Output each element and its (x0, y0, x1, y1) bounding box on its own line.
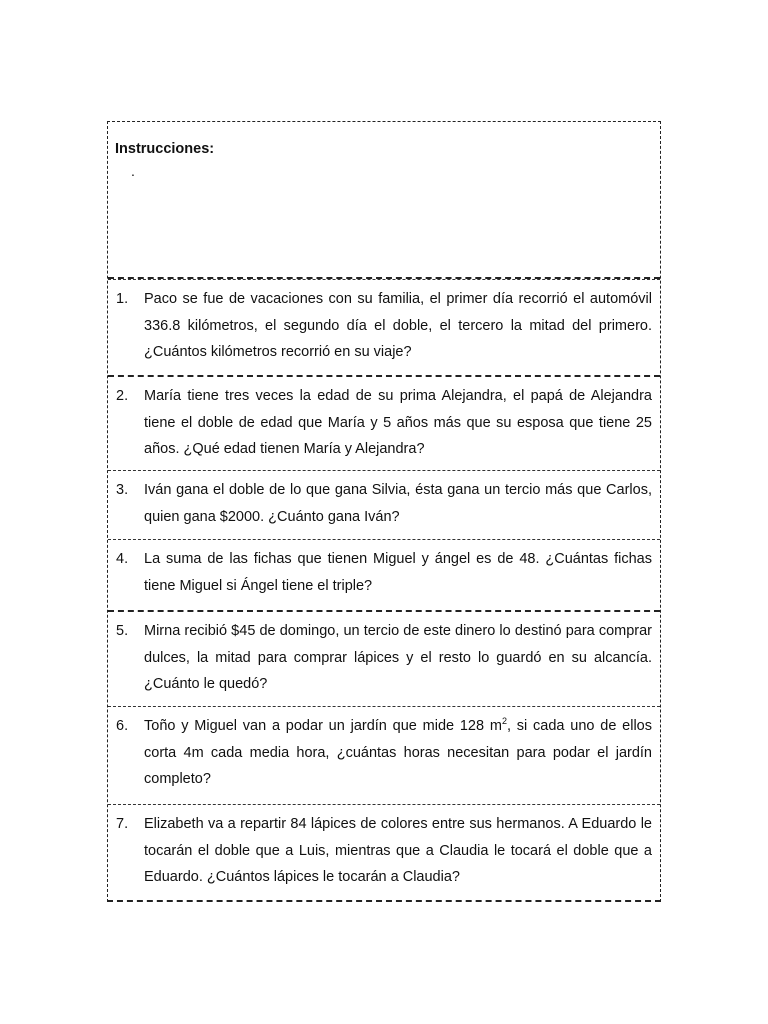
problem-5 (108, 610, 660, 706)
problem-number: 2. (116, 388, 129, 404)
problem-number: 4. (116, 551, 129, 567)
problem-text (138, 713, 652, 793)
problem-3 (108, 470, 660, 539)
problem-number: 6. (116, 718, 129, 734)
problem-4 (108, 539, 660, 610)
problem-text: María tiene tres veces la edad de su prima Alejandra, el papá de Alejandra tiene el doble de edad que María y 5 años más que su esposa que tiene 25 años. ¿Qué edad tienen María y Alejandra? (144, 388, 652, 457)
problem-number: 5. (116, 623, 129, 639)
problem-number: 3. (116, 482, 129, 498)
problem-2 (108, 375, 660, 470)
problem-1 (108, 279, 660, 375)
instructions-box (108, 122, 660, 279)
problem-number: 1. (116, 291, 129, 307)
problem-6 (108, 706, 660, 804)
problem-text-before: Toño y Miguel van a podar un jardín que mide 128 m (144, 718, 502, 734)
problem-text: Paco se fue de vacaciones con su familia, el primer día recorrió el automóvil 336.8 kilómetros, el segundo día el doble, el tercero la mitad del primero. ¿Cuántos kilómetros recorrió en su viaje? (144, 291, 652, 360)
problem-text: Iván gana el doble de lo que gana Silvia, ésta gana un tercio más que Carlos, quien gana $2000. ¿Cuánto gana Iván? (144, 482, 652, 525)
instructions-body: . (131, 163, 135, 179)
problem-text: Elizabeth va a repartir 84 lápices de colores entre sus hermanos. A Eduardo le tocarán el doble que a Luis, mientras que a Claudia le tocará el doble que a Eduardo. ¿Cuántos lápices le tocarán a Claudia? (144, 816, 652, 885)
instructions-title: Instrucciones: (115, 141, 215, 157)
problem-text: La suma de las fichas que tienen Miguel y ángel es de 48. ¿Cuántas fichas tiene Miguel si Ángel tiene el triple? (144, 551, 652, 594)
problem-text: Mirna recibió $45 de domingo, un tercio de este dinero lo destinó para comprar dulces, la mitad para comprar lápices y el resto lo guardó en su alcancía. ¿Cuánto le quedó? (144, 623, 652, 692)
problem-number: 7. (116, 816, 129, 832)
problem-7 (108, 804, 660, 900)
worksheet (107, 121, 661, 902)
problem-text-after: , si cada uno de ellos corta 4m cada media hora, ¿cuántas horas necesitan para podar el jardín completo? (144, 718, 652, 787)
superscript-exponent: 2 (501, 716, 507, 726)
